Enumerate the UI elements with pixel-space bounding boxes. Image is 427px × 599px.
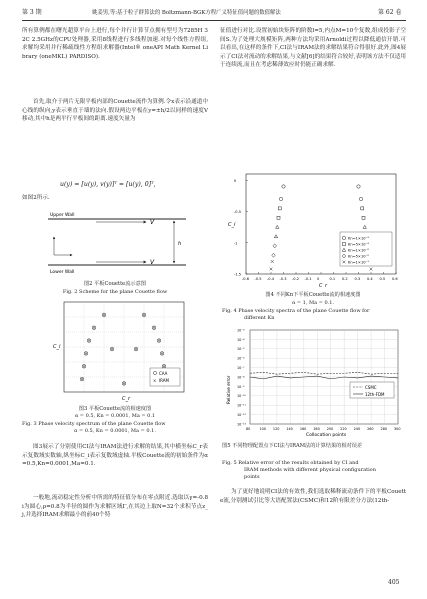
velocity-label-bottom: V [150,259,155,266]
fig3-caption-cn: 图3 平板Couette流的相速度图 [78,406,152,412]
figure-4 [224,170,404,288]
fig5-legend-fdm: 12th-FDM [365,392,385,397]
fig4-legend-label: Kn=1×10⁻³ [348,236,369,241]
lower-wall-label: Lower Wall [50,270,75,275]
figure-3 [50,298,190,402]
fig5-ytick-label: 10⁻⁸ [237,375,245,380]
fig5-ytick-label: 10⁻⁶ [237,356,245,361]
fig4-legend [340,232,392,266]
fig3-legend [150,368,180,386]
fig5-caption-en-2: IRAM methods with different physical configuration [244,467,376,473]
fig3-ylabel: C_i [53,344,61,350]
header-volume: 第 62 卷 [378,9,402,16]
fig4-legend-label: Kn=1×10⁻¹ [348,260,369,265]
fig5-xtick-label: 140 [286,427,293,431]
left-after-equation: 如图2所示. [22,195,50,201]
fig5-xtick-label: 280 [380,427,388,431]
fig4-xtick-label: -0.6 [242,277,250,281]
fig4-xtick-label: 0.4 [367,277,373,281]
couette-scheme-diagram [38,207,198,277]
fig4-ytick-label: -0.5 [234,210,242,214]
fig4-caption-params: α = 1, Ma = 0.1. [291,300,335,306]
fig5-ytick-label: 10⁻⁵ [237,347,245,352]
fig5-ytick-label: 10⁻⁴ [237,337,245,342]
fig5-caption-en-3: points [244,474,260,480]
fig5-legend-csmc: CSMC [365,385,377,390]
fig4-caption-cn: 图4 不同Kn下平板Couette流的相速度图 [265,292,361,298]
velocity-equation: u(y) = [u(y), v(y)]ᵀ = [u(y), 0]ᵀ, [60,181,156,188]
fig3-caption-params: α = 0.5, Kn = 0.0001, Ma = 0.1 [74,413,156,419]
relative-error-chart-fig5 [224,326,404,438]
header-title: 姚姜男,等:基于粒子群算法的 Boltzmann-BGK方程广义特征值问题的数值解法 [92,10,281,16]
fig5-ytick-label: 10⁻¹³ [237,422,246,427]
fig4-xtick-label: -0.3 [279,277,287,281]
upper-wall-label: Upper Wall [50,213,75,218]
fig3-legend-caa: CAA [159,371,168,376]
left-para-1: 所有算例都在曙光超算平台上进行,每个并行计算节点拥有型号为7285H 32C 2.5GHz的CPU处理器,采用8线程进行多线程加速.对每个线性方程组,求解均采用并行稀疏线性方程组求解器(Intel® oneAPI Math Kernel Library (oneMKL) PARDISO). [22,28,208,60]
fig4-legend-label: Kn=1×10⁻² [348,248,369,253]
fig4-legend-label: Kn=5×10⁻² [348,254,369,259]
fig4-xtick-label: -0.5 [254,277,262,281]
velocity-label-top: V [150,219,155,226]
fig5-caption-en-1: Fig. 5 Relative error of the results obtained by CI and [222,460,359,466]
fig3-xlabel: C_r [122,396,131,402]
fig4-ytick-label: -1 [234,241,238,246]
right-para-2: 为了更好地说明CI法的有效性,我们选取稀释流动条件下的平板Couette流,分别测试引比等大语配置法(CSMC)和12阶有限差分方法(12th- [220,489,406,504]
fig5-xtick-label: 180 [313,427,320,431]
fig5-xtick-label: 80 [246,427,251,431]
fig4-ylabel: C_i [228,222,236,228]
fig5-caption-cn: 图5 不同物理配置点下CI法与IRAM法的计算结果的相对误差 [222,443,363,449]
fig5-xtick-label: 300 [394,427,401,431]
fig4-xtick-label: -0.1 [304,277,312,281]
header-issue: 第 3 期 [22,9,42,16]
fig5-xtick-label: 200 [326,427,334,431]
fig5-xtick-label: 120 [272,427,280,431]
fig3-caption-params-en: α = 0.5, Kn = 0.0001, Ma = 0.1. [74,428,156,434]
fig5-ytick-label: 10⁻¹² [237,413,246,417]
fig4-xlabel: C_r [319,283,328,288]
fig5-xtick-label: 160 [299,427,307,431]
fig4-ytick-label: 0 [234,178,237,183]
fig4-xtick-label: -0.4 [267,277,275,281]
figure-5 [224,326,404,438]
page-number: 405 [388,579,400,586]
fig4-xtick-label: 0.1 [329,277,336,281]
fig5-xtick-label: 240 [353,427,361,431]
fig2-caption-cn: 图2 平板Couette流示意图 [83,281,146,287]
left-para-3: 图3展示了分别使用CI法与IRAM法进行求解的结果,其中横坐标C_r表示复数域实数轴,纵坐标C_i表示复数域虚轴.平板Couette流的初始条件为α=0.5,Kn=0.0001,Ma=0.1. [22,444,208,467]
fig3-legend-iram: IRAM [159,378,169,383]
fig4-xtick-label: -0.2 [292,277,300,281]
fig4-xtick-label: 0 [317,277,320,281]
fig5-legend [350,382,394,398]
left-para-2: 首先,取介于两片无限平板内部的Couette流作为算例.令x表示沿通道中心线的纵向,y表示垂直于墙的法向.假设两边平板在y=±h/2以同样的速度V移动,其中h是两平行平板间的距离.速度矢量为 [22,99,208,122]
fig4-xtick-label: 0.5 [379,277,386,281]
figure-2 [38,207,198,277]
fig4-xtick-label: 0.3 [354,277,361,281]
right-para-1: 征值进行对比.设置初始块矩阵的阶数l=5,内点M=10个复数,组成投影子空间S.为了处理大规模矩阵,两种方法均采用Arnoldi过程以降低通信开销.可以看出,在这样的条件下,CI法与IRAM法的求解结果符合得很好.此外,图4展示了CI法对流动的求解结果,与文献[6]的结果符合较好,表明该方法不仅适用于连续流,而且在考虑稀薄效应时仍能正确求解. [220,28,406,68]
fig4-caption-en-1: Fig. 4 Phase velocity spectra of the plane Couette flow for [222,308,370,314]
fig5-xtick-label: 100 [259,427,266,431]
fig4-xtick-label: 0.6 [392,277,398,281]
svg-text:×: × [153,378,157,383]
fig5-xlabel: Collocation points [306,433,347,438]
fig5-ylabel: Relative error [226,375,231,404]
fig5-ytick-label: 10⁻¹¹ [237,403,246,408]
fig4-legend-label: Kn=5×10⁻³ [348,242,369,247]
fig4-ytick-label: -1.5 [234,272,242,277]
fig4-xtick-label: 0.2 [342,277,348,281]
phase-velocity-chart-fig3 [50,298,190,402]
fig5-ytick-label: 10⁻³ [237,328,245,333]
height-label: h [178,241,182,247]
fig5-ytick-label: 10⁻¹⁰ [237,394,246,399]
fig5-xtick-label: 260 [367,427,374,431]
fig5-ytick-label: 10⁻⁹ [237,384,245,389]
fig2-caption-en: Fig. 2 Scheme for the plane Couette flow [62,289,168,295]
phase-velocity-chart-fig4 [224,170,404,288]
left-para-4: 一般地,流动稳定性分析中所需的特征值分布在零点附近.选取以γ=-0.8i为圆心,ρ=0.8为半径的圆作为求解区域Γ,在其边上取N=32个求积节点z_j,并选择IRAM求解最小的前40个特 [22,495,208,518]
fig4-caption-en-2: different Kn [244,315,275,321]
fig5-ytick-label: 10⁻⁷ [237,366,245,370]
header-rule [22,20,406,21]
fig5-xtick-label: 220 [340,427,347,431]
fig3-caption-en: Fig. 3 Phase velocity spectrum of the plane Couette flow [22,421,166,427]
